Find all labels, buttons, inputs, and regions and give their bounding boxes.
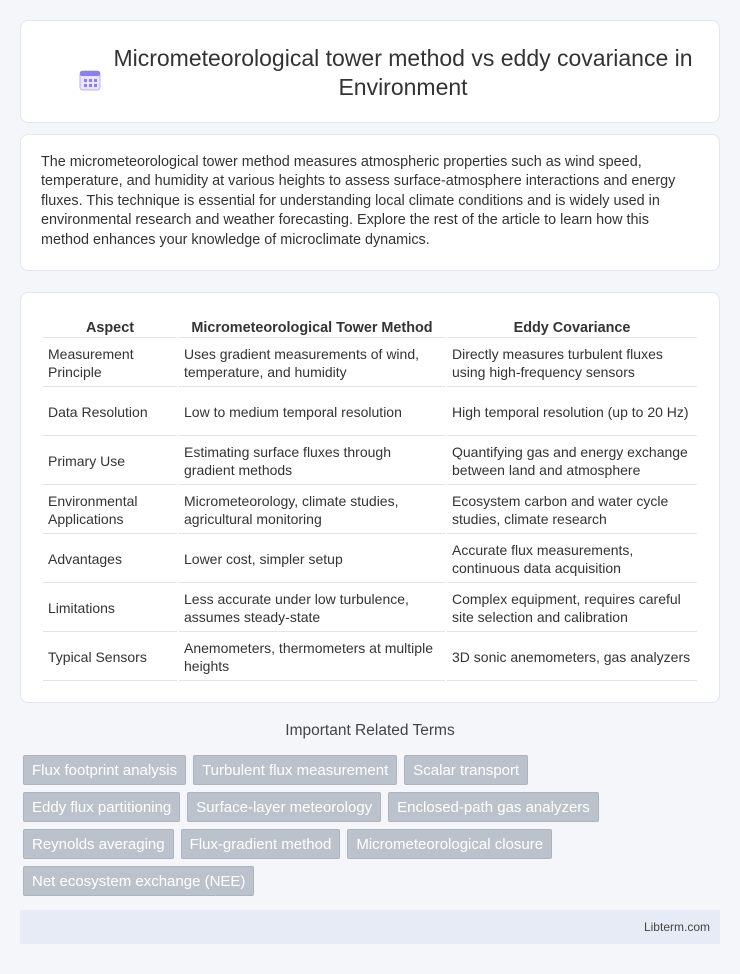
table-cell-eddy: 3D sonic anemometers, gas analyzers xyxy=(447,634,697,681)
intro-card xyxy=(20,134,720,271)
table-cell-aspect: Advantages xyxy=(43,536,177,583)
tag-link[interactable]: Flux-gradient method xyxy=(181,829,341,859)
table-header-eddy-covariance: Eddy Covariance xyxy=(447,317,697,338)
table-row xyxy=(43,585,697,632)
table-row xyxy=(43,438,697,485)
title-card xyxy=(20,20,720,123)
tag-link[interactable]: Reynolds averaging xyxy=(23,829,174,859)
table-cell-eddy: Quantifying gas and energy exchange between land and atmosphere xyxy=(447,438,697,485)
table-cell-tower: Micrometeorology, climate studies, agricultural monitoring xyxy=(179,487,445,534)
tag-row xyxy=(23,792,723,822)
table-cell-aspect: Measurement Principle xyxy=(43,340,177,387)
footer xyxy=(20,910,720,944)
tag-link[interactable]: Enclosed-path gas analyzers xyxy=(388,792,599,822)
tag-row xyxy=(23,829,723,859)
table-cell-aspect: Environmental Applications xyxy=(43,487,177,534)
calendar-grid-icon xyxy=(79,69,101,91)
comparison-table-card xyxy=(20,292,720,703)
table-row xyxy=(43,634,697,681)
comparison-table xyxy=(41,315,699,683)
table-cell-tower: Anemometers, thermometers at multiple heights xyxy=(179,634,445,681)
tag-link[interactable]: Net ecosystem exchange (NEE) xyxy=(23,866,254,896)
table-cell-eddy: Directly measures turbulent fluxes using high-frequency sensors xyxy=(447,340,697,387)
tag-link[interactable]: Surface-layer meteorology xyxy=(187,792,381,822)
table-cell-aspect: Primary Use xyxy=(43,438,177,485)
table-cell-tower: Low to medium temporal resolution xyxy=(179,389,445,436)
table-cell-eddy: Accurate flux measurements, continuous data acquisition xyxy=(447,536,697,583)
tag-link[interactable]: Scalar transport xyxy=(404,755,528,785)
table-row xyxy=(43,389,697,436)
table-row xyxy=(43,487,697,534)
tag-row xyxy=(23,755,723,785)
table-cell-aspect: Typical Sensors xyxy=(43,634,177,681)
table-cell-eddy: Complex equipment, requires careful site selection and calibration xyxy=(447,585,697,632)
table-cell-tower: Uses gradient measurements of wind, temperature, and humidity xyxy=(179,340,445,387)
related-terms-heading: Important Related Terms xyxy=(285,722,455,739)
footer-site-link[interactable]: Libterm.com xyxy=(643,920,710,934)
table-cell-tower: Lower cost, simpler setup xyxy=(179,536,445,583)
table-row xyxy=(43,340,697,387)
table-cell-aspect: Data Resolution xyxy=(43,389,177,436)
table-cell-aspect: Limitations xyxy=(43,585,177,632)
intro-paragraph: The micrometeorological tower method measures atmospheric properties such as wind speed, temperature, and humidity at various heights to assess surface-atmosphere interactions and energy fluxes. This technique is essential for understanding local climate conditions and is widely used in environmental research and weather forecasting. Explore the rest of the article to learn how this method enhances your knowledge of microclimate dynamics. xyxy=(41,154,676,248)
tag-link[interactable]: Turbulent flux measurement xyxy=(193,755,397,785)
table-header-row xyxy=(43,317,697,338)
table-cell-tower: Estimating surface fluxes through gradient methods xyxy=(179,438,445,485)
table-cell-eddy: Ecosystem carbon and water cycle studies, climate research xyxy=(447,487,697,534)
page-title: Micrometeorological tower method vs eddy covariance in Environment xyxy=(113,45,693,100)
tag-row xyxy=(23,866,723,896)
table-cell-eddy: High temporal resolution (up to 20 Hz) xyxy=(447,389,697,436)
table-cell-tower: Less accurate under low turbulence, assumes steady-state xyxy=(179,585,445,632)
tag-link[interactable]: Eddy flux partitioning xyxy=(23,792,180,822)
tag-link[interactable]: Micrometeorological closure xyxy=(347,829,552,859)
related-terms-list xyxy=(23,755,723,903)
table-header-aspect: Aspect xyxy=(43,317,177,338)
table-row xyxy=(43,536,697,583)
table-header-tower-method: Micrometeorological Tower Method xyxy=(179,317,445,338)
tag-link[interactable]: Flux footprint analysis xyxy=(23,755,186,785)
